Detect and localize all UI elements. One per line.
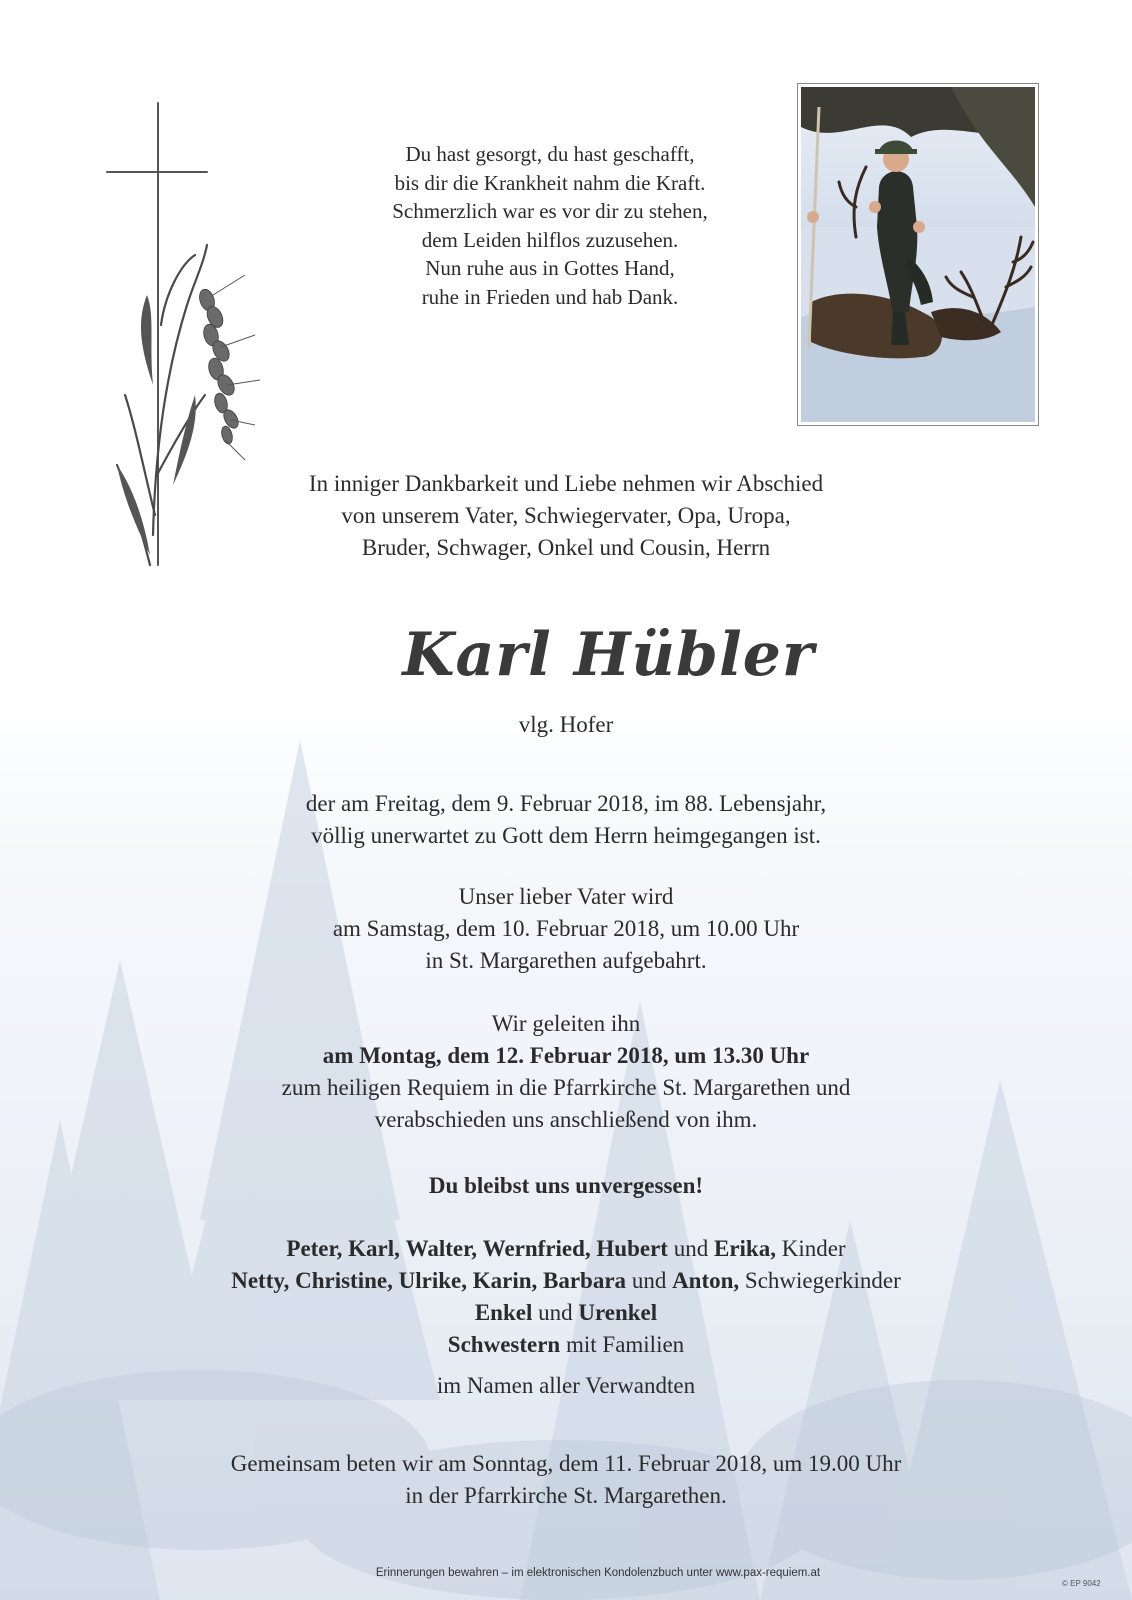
relatives-line: [0, 1371, 1132, 1401]
prayer-notice: [0, 1448, 1132, 1512]
poem-line: Schmerzlich war es vor dir zu stehen,: [392, 199, 708, 223]
inlaw-name: Christine,: [295, 1268, 393, 1293]
prayer-line: Gemeinsam beten wir am Sonntag, dem 11. Februar 2018, um 19.00 Uhr: [230, 1451, 902, 1476]
poem-line: bis dir die Krankheit nahm die Kraft.: [394, 170, 706, 195]
funeral-notice: [0, 1008, 1132, 1136]
inlaw-name: Barbara: [543, 1268, 627, 1293]
relatives-text: im Namen aller Verwandten: [436, 1373, 696, 1398]
death-notice: [0, 788, 1132, 852]
photo-image: [801, 87, 1035, 422]
funeral-date: am Montag, dem 12. Februar 2018, um 13.30 Uhr: [322, 1043, 810, 1068]
funeral-line: zum heiligen Requiem in die Pfarrkirche St. Margarethen und: [281, 1075, 851, 1100]
wake-line: in St. Margarethen aufgebahrt.: [425, 948, 707, 973]
poem-line: ruhe in Frieden und hab Dank.: [421, 284, 679, 309]
child-name: Erika,: [713, 1236, 776, 1261]
inlaw-name: Ulrike,: [398, 1268, 467, 1293]
funeral-line: verabschieden uns anschließend von ihm.: [374, 1107, 758, 1132]
poem-line: Nun ruhe aus in Gottes Hand,: [425, 256, 675, 280]
siblings-rest: mit Familien: [565, 1332, 685, 1357]
poem-line: dem Leiden hilflos zuzusehen.: [421, 227, 679, 252]
inlaw-name: Netty,: [231, 1268, 290, 1293]
intro-text: [0, 468, 1132, 564]
inlaws-line: [0, 1265, 1132, 1297]
child-name: Wernfried,: [482, 1236, 591, 1261]
wake-line: am Samstag, dem 10. Februar 2018, um 10.00 Uhr: [332, 916, 800, 941]
role-label: Kinder: [781, 1236, 846, 1261]
mourners-list: [0, 1233, 1132, 1361]
unforgotten-text: Du bleibst uns unvergessen!: [428, 1173, 704, 1198]
vulgo-line: vlg. Hofer: [518, 712, 614, 737]
funeral-line: Wir geleiten ihn: [491, 1011, 641, 1036]
portrait-photo: [797, 83, 1039, 426]
grandchildren-label: Enkel: [474, 1300, 533, 1325]
poem: [330, 140, 770, 311]
siblings-line: [0, 1329, 1132, 1361]
inlaw-name: Anton,: [672, 1268, 740, 1293]
vulgo-name: [0, 710, 1132, 740]
death-line: der am Freitag, dem 9. Februar 2018, im 88. Lebensjahr,: [305, 791, 827, 816]
conjunction: und: [673, 1236, 709, 1261]
children-line: [0, 1233, 1132, 1265]
unforgotten-line: [0, 1171, 1132, 1201]
child-name: Walter,: [405, 1236, 477, 1261]
poem-line: Du hast gesorgt, du hast geschafft,: [405, 142, 695, 166]
wake-line: Unser lieber Vater wird: [458, 884, 674, 909]
role-label: Schwiegerkinder: [744, 1268, 901, 1293]
intro-line: In inniger Dankbarkeit und Liebe nehmen wir Abschied: [308, 471, 824, 496]
prayer-line: in der Pfarrkirche St. Margarethen.: [405, 1483, 727, 1508]
wake-notice: [0, 881, 1132, 977]
siblings-label: Schwestern: [447, 1332, 561, 1357]
child-name: Karl,: [348, 1236, 400, 1261]
conjunction: und: [538, 1300, 573, 1325]
child-name: Hubert: [596, 1236, 668, 1261]
publisher-code: © EP 9042: [1062, 1579, 1101, 1588]
intro-line: von unserem Vater, Schwiegervater, Opa, Uropa,: [341, 503, 791, 528]
deceased-name: Karl Hübler: [402, 620, 815, 690]
great-grandchildren-label: Urenkel: [578, 1300, 658, 1325]
intro-line: Bruder, Schwager, Onkel und Cousin, Herrn: [361, 535, 771, 560]
death-line: völlig unerwartet zu Gott dem Herrn heimgegangen ist.: [311, 823, 821, 848]
footer-text: Erinnerungen bewahren – im elektronischen Kondolenzbuch unter www.pax-requiem.at: [375, 1567, 821, 1579]
conjunction: und: [631, 1268, 667, 1293]
grandchildren-line: [0, 1297, 1132, 1329]
child-name: Peter,: [286, 1236, 343, 1261]
inlaw-name: Karin,: [472, 1268, 538, 1293]
